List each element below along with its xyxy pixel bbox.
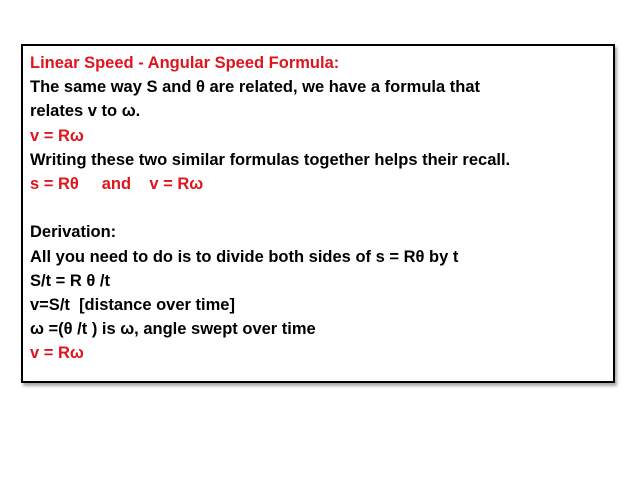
derivation-heading: Derivation: xyxy=(30,223,117,242)
formula-text-box xyxy=(21,44,615,383)
intro-line-1: The same way S and θ are related, we have a formula that xyxy=(30,78,481,97)
derivation-step-2: S/t = R θ /t xyxy=(30,271,110,290)
formula-v-equals-r-omega: v = Rω xyxy=(30,126,84,145)
intro-line-2: relates v to ω. xyxy=(30,102,141,121)
derivation-result: v = Rω xyxy=(30,344,84,363)
derivation-step-4: ω =(θ /t ) is ω, angle swept over time xyxy=(30,320,316,339)
formula-pair: s = Rθ and v = Rω xyxy=(30,174,204,193)
heading-linear-angular-speed: Linear Speed - Angular Speed Formula: xyxy=(30,54,340,72)
derivation-step-1: All you need to do is to divide both sides of s = Rθ by t xyxy=(30,247,459,266)
blank-line xyxy=(30,196,606,220)
recall-note: Writing these two similar formulas together helps their recall. xyxy=(30,150,511,169)
derivation-step-3: v=S/t [distance over time] xyxy=(30,295,235,314)
